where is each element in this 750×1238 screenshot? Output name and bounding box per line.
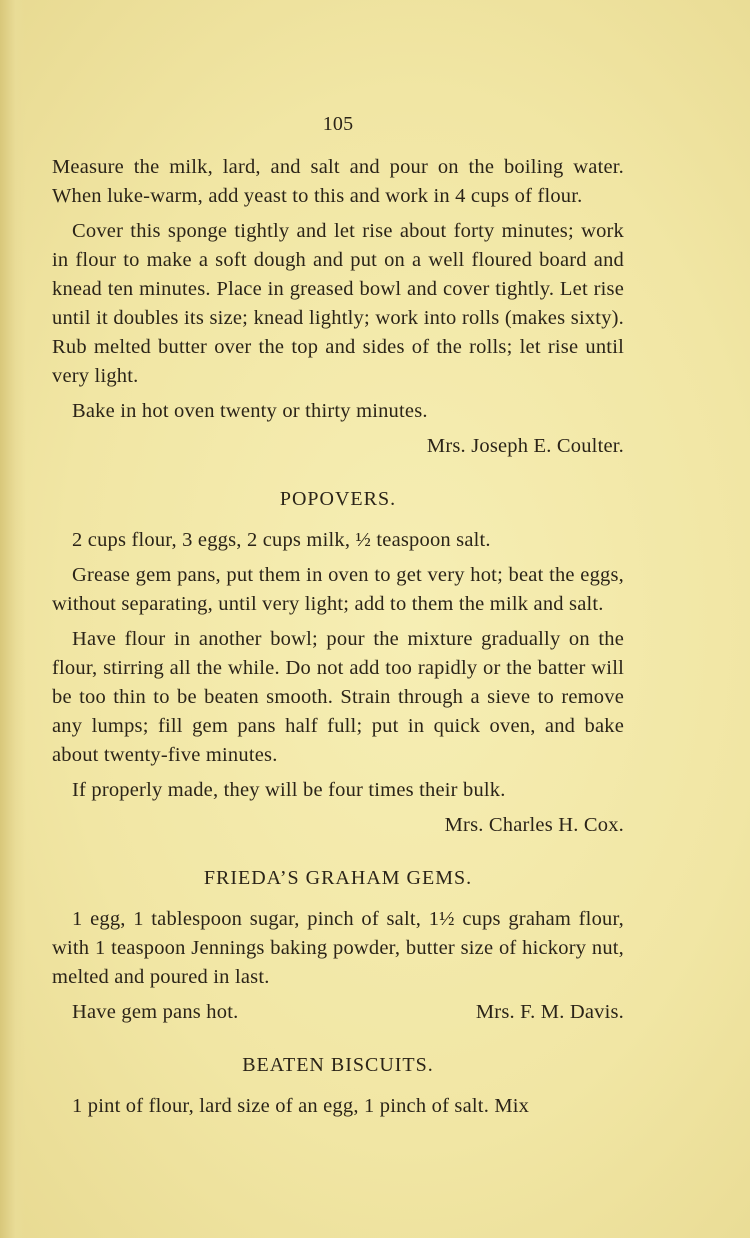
- binding-shadow: [0, 0, 26, 1238]
- recipe-paragraph: Grease gem pans, put them in oven to get very hot; beat the eggs, without separating, until very light; add to them the milk and salt.: [52, 564, 624, 615]
- recipe-title: FRIEDA’S GRAHAM GEMS.: [203, 867, 473, 889]
- recipe-paragraph: Have flour in another bowl; pour the mixture gradually on the flour, stirring all the while. Do not add too rapidly or the batter will be too thin to be beaten smooth. Strain through a sieve to remove any lumps; fill gem pans half full; put in quick oven, and bake about twenty-five minutes.: [52, 628, 624, 766]
- recipe-title: BEATEN BISCUITS.: [242, 1054, 434, 1076]
- recipe-paragraph: Measure the milk, lard, and salt and pour on the boiling water. When luke-warm, add yeast to this and work in 4 cups of flour.: [52, 156, 624, 207]
- page-number: 105: [322, 113, 354, 135]
- recipe-paragraph: Have gem pans hot.: [72, 1001, 239, 1023]
- recipe-signature: Mrs. F. M. Davis.: [475, 1001, 624, 1023]
- recipe-signature: Mrs. Joseph E. Coulter.: [426, 435, 624, 457]
- recipe-title: POPOVERS.: [279, 488, 397, 510]
- recipe-paragraph: Cover this sponge tightly and let rise about forty minutes; work in flour to make a soft dough and put on a well floured board and knead ten minutes. Place in greased bowl and cover tightly. Let rise until it doubles its size; knead lightly; work into rolls (makes sixty). Rub melted butter over the top and sides of the rolls; let rise until very light.: [52, 220, 624, 387]
- recipe-paragraph: 1 pint of flour, lard size of an egg, 1 pinch of salt. Mix: [72, 1095, 530, 1117]
- recipe-paragraph: 1 egg, 1 tablespoon sugar, pinch of salt, 1½ cups graham flour, with 1 teaspoon Jennings baking powder, butter size of hickory nut, melted and poured in last.: [52, 908, 624, 988]
- recipe-signature: Mrs. Charles H. Cox.: [444, 814, 624, 836]
- recipe-paragraph: If properly made, they will be four times their bulk.: [72, 779, 506, 801]
- recipe-closing-row: [52, 998, 624, 1027]
- recipe-paragraph: Bake in hot oven twenty or thirty minutes.: [72, 400, 428, 422]
- page-content: [52, 110, 624, 1127]
- recipe-paragraph: 2 cups flour, 3 eggs, 2 cups milk, ½ teaspoon salt.: [72, 529, 491, 551]
